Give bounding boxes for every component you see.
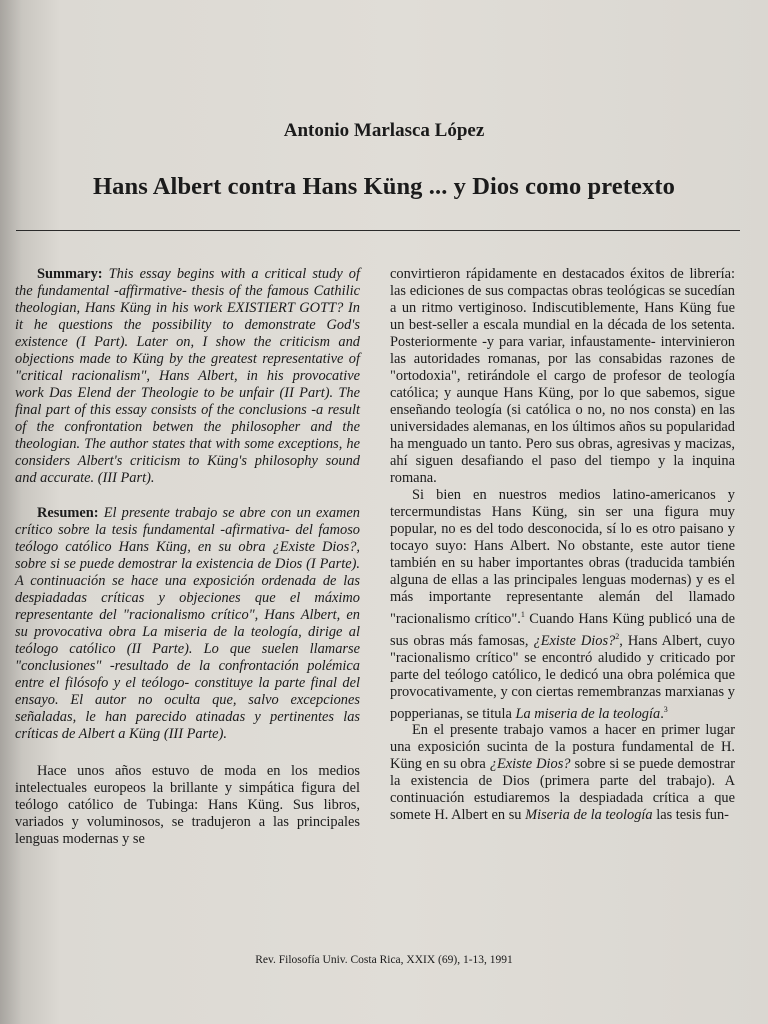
summary-text: This essay begins with a critical study of the fundamental -affirmative- thesis of the famous Cathilic theologian, Hans Küng in his work EXISTIERT GOTT? In it he questions the possibility to demonstrate God's existence (I Part). Later on, I show the criticism and objections made to Küng by the greatest representative of "critical racionalism", Hans Albert, in his provocative work Das Elend der Theologie to be unfair (II Part). The final part of this essay consists of the conclusions -a result of the confrontation betwen the philosopher and the theologian. The author states that with some exceptions, he considers Albert's criticism to Küng's philosophy sound and accurate. (III Part). — [15, 266, 360, 486]
author-name: Antonio Marlasca López — [283, 120, 485, 141]
right-column — [390, 266, 735, 824]
summary-label: Summary: — [37, 266, 103, 282]
resumen-paragraph — [15, 505, 360, 743]
footnote-ref: 2 — [615, 631, 620, 641]
footnote-ref: 1 — [520, 610, 525, 619]
body-paragraph-3 — [390, 722, 735, 824]
work-title: La miseria de la teología — [515, 705, 661, 722]
footnote-ref: 3 — [663, 704, 668, 714]
text-run: . — [660, 705, 664, 722]
article-title: Hans Albert contra Hans Küng ... y Dios como pretexto — [93, 173, 675, 200]
work-title: Miseria de la teología — [525, 807, 653, 824]
spacer — [15, 743, 360, 763]
text-run: sobre si se puede demostrar la existencia de Dios (primera parte del trabajo). A continuación estudiaremos la despiadada crítica a que somete H. Albert en su — [390, 756, 735, 824]
body-paragraph-1: Hace unos años estuvo de moda en los medios intelectuales europeos la brillante y simpática figura del teólogo católico de Tubinga: Hans Küng. Sus libros, variados y voluminosos, se tradujeron a las principales lenguas modernas y se — [15, 763, 360, 847]
resumen-text: El presente trabajo se abre con un examen crítico sobre la tesis fundamental -afirmativa- del famoso teólogo católico Hans Küng, en su obra ¿Existe Dios?, sobre si se puede demostrar la existencia de Dios (I Parte). A continuación se hace una exposición ordenada de las despiadadas críticas y objeciones que el máximo representante del "racionalismo crítico", Hans Albert, en su provocativa obra La miseria de la teología, dirige al teólogo católico (II Parte). Lo que suelen llamarse "conclusiones" -resultado de la confrontación polémica entre el filósofo y el teólogo- constituye la parte final del ensayo. El autor no oculta que, salvo excepciones señaladas, le han parecido atinadas y pertinentes las críticas de Albert a Küng (III Parte). — [15, 505, 360, 742]
left-column — [15, 266, 360, 848]
work-title: ¿Existe Dios? — [533, 632, 616, 649]
journal-citation: Rev. Filosofía Univ. Costa Rica, XXIX (69), 1-13, 1991 — [255, 954, 513, 966]
text-run: Cuando Hans Küng publicó una de sus obras más famosas, — [390, 610, 736, 649]
work-title: ¿Existe Dios? — [489, 756, 571, 773]
text-run: , Hans Albert, cuyo "racionalismo crítico" se encontró aludido y criticado por parte del teólogo católico, le dedicó una obra polémica que provocativamente, y con ciertas remembranzas marxianas y popperianas, se titula — [390, 632, 735, 722]
resumen-label: Resumen: — [37, 505, 99, 521]
text-run: Si bien en nuestros medios latino-americanos y tercermundistas Hans Küng, sin ser una figura muy popular, no es del todo desconocida, sí lo es otro paisano y tocayo suyo: Hans Albert. No obstante, este autor tiene también en su haber importantes obras (traducida también alguna de ellas a las principales lenguas modernas) y es el más importante representante alemán del llamado "racionalismo crítico". — [390, 487, 735, 627]
body-paragraph-continued: convirtieron rápidamente en destacados éxitos de librería: las ediciones de sus compactas obras teológicas se sucedían a un ritmo vertiginoso. Indiscutiblemente, Hans Küng fue un best-seller a escala mundial en la década de los setenta. Posteriormente -y para variar, infaustamente- intervinieron las autoridades romanas, por las consabidas razones de "ortodoxia", retirándole el cargo de profesor de teología católica; y aunque Hans Küng, por lo que sabemos, sigue enseñando teología (si católica o no, no nos consta) en las universidades alemanas, en los últimos años su popularidad ha menguado un tanto. Pero sus obras, agresivas y macizas, ahí siguen desafiando el paso del tiempo y la inquina romana. — [390, 266, 735, 486]
text-run: las tesis fun- — [652, 807, 729, 824]
spacer — [15, 487, 360, 505]
text-run: En el presente trabajo vamos a hacer en primer lugar una exposición sucinta de la postura fundamental de H. Küng en su obra — [390, 722, 735, 773]
summary-paragraph — [15, 266, 360, 487]
title-divider — [16, 230, 740, 231]
body-paragraph-2 — [390, 487, 735, 722]
